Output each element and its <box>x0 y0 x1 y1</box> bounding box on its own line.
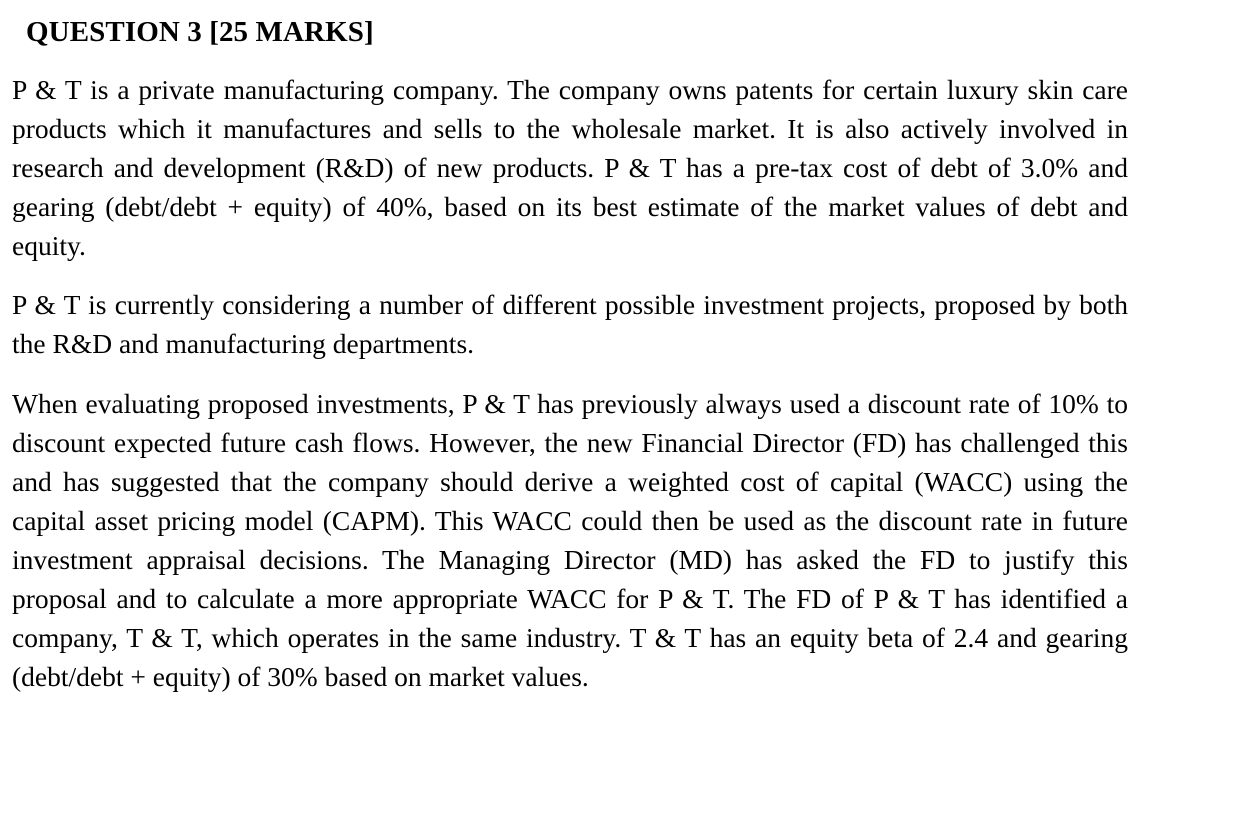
paragraph-company-background: P & T is a private manufacturing company. The company owns patents for certain luxury skin care products which it manufactures and sells to the wholesale market. It is also actively involved in research and development (R&D) of new products. P & T has a pre-tax cost of debt of 3.0% and gearing (debt/debt + equity) of 40%, based on its best estimate of the market values of debt and equity. <box>12 74 1128 261</box>
paragraph-investment-projects: P & T is currently considering a number of different possible investment projects, proposed by both the R&D and manufacturing departments. <box>12 289 1128 359</box>
question-heading: QUESTION 3 [25 MARKS] <box>26 16 374 48</box>
paragraph-wacc-proposal: When evaluating proposed investments, P & T has previously always used a discount rate of 10% to discount expected future cash flows. However, the new Financial Director (FD) has challenged this and has suggested that the company should derive a weighted cost of capital (WACC) using the capital asset pricing model (CAPM). This WACC could then be used as the discount rate in future investment appraisal decisions. The Managing Director (MD) has asked the FD to justify this proposal and to calculate a more appropriate WACC for P & T. The FD of P & T has identified a company, T & T, which operates in the same industry. T & T has an equity beta of 2.4 and gearing (debt/debt + equity) of 30% based on market values. <box>12 388 1128 692</box>
